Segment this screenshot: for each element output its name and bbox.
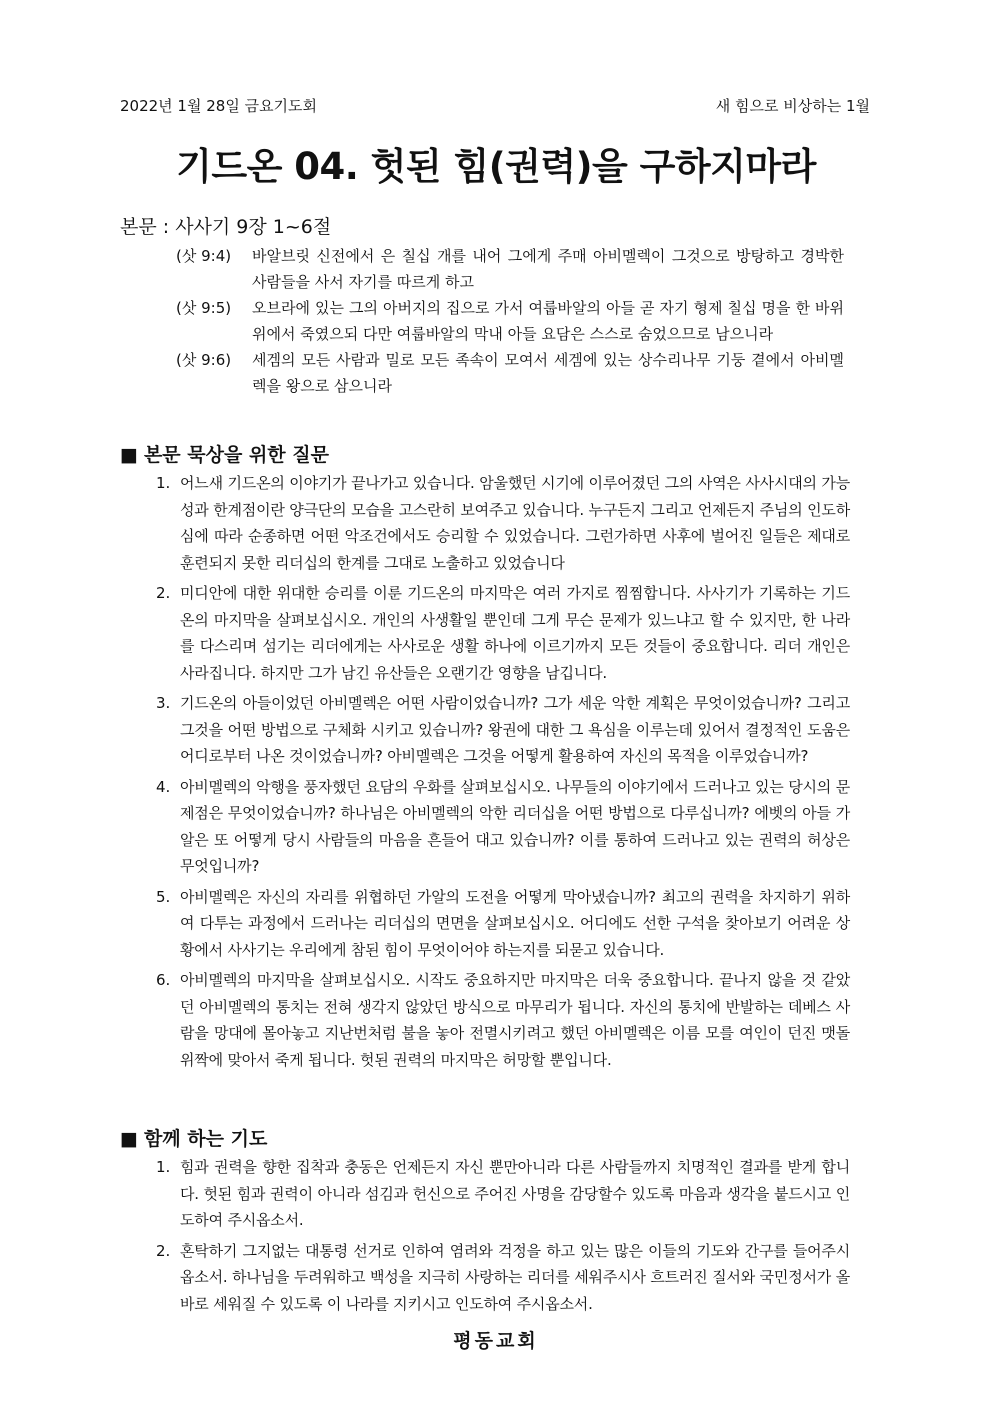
meditation-list <box>156 470 850 1077</box>
verse-ref: (삿 9:5) <box>176 299 232 317</box>
list-item <box>156 580 850 686</box>
list-item <box>156 967 850 1073</box>
list-item <box>156 1238 850 1318</box>
header-series: 새 힘으로 비상하는 1월 <box>715 97 870 115</box>
list-item-text: 아비멜렉의 악행을 풍자했던 요담의 우화를 살펴보십시오. 나무들의 이야기에서 드러나고 있는 당시의 문제점은 무엇이었습니까? 하나님은 아비멜렉의 악한 리더십을 어떤 방법으로 다루십니까? 에벳의 아들 가알은 또 어떻게 당시 사람들의 마음을 흔들어 대고 있습니까? 이를 통하여 드러나고 있는 권력의 허상은 무엇입니까? <box>180 777 850 875</box>
scripture-verses <box>176 243 844 399</box>
list-item <box>156 690 850 770</box>
list-item-number: 4. <box>156 777 171 796</box>
prayer-heading-text: 함께 하는 기도 <box>143 1128 268 1150</box>
list-item-number: 1. <box>156 474 171 492</box>
list-item-text: 아비멜렉의 마지막을 살펴보십시오. 시작도 중요하지만 마지막은 더욱 중요합니다. 끝나지 않을 것 같았던 아비멜렉의 통치는 전혀 생각지 않았던 방식으로 마무리가 됩니다. 자신의 통치에 반발하는 데베스 사람을 망대에 몰아놓고 지난번처럼 불을 놓아 전멸시키려고 했던 아비멜렉은 이름 모를 여인이 던진 맷돌 위짝에 맞아서 죽게 됩니다. 헛된 권력의 마지막은 허망할 뿐입니다. <box>180 971 850 1069</box>
list-item-text: 어느새 기드온의 이야기가 끝나가고 있습니다. 암울했던 시기에 이루어졌던 그의 사역은 사사시대의 가능성과 한계점이란 양극단의 모습을 고스란히 보여주고 있습니다. 누구든지 그리고 언제든지 주님의 인도하심에 따라 순종하면 어떤 악조건에서도 승리할 수 있었습니다. 그런가하면 사후에 벌어진 일들은 제대로 훈련되지 못한 리더십의 한계를 그대로 노출하고 있었습니다 <box>180 474 850 572</box>
list-item <box>156 774 850 880</box>
verse-text: 세겜의 모든 사람과 밀로 모든 족속이 모여서 세겜에 있는 상수리나무 기둥 곁에서 아비멜렉을 왕으로 삼으니라 <box>252 351 844 395</box>
prayer-heading <box>120 1124 267 1151</box>
list-item <box>156 884 850 964</box>
church-logo: 평동교회 <box>453 1330 539 1352</box>
list-item-number: 2. <box>156 584 171 602</box>
list-item <box>156 470 850 576</box>
list-item-number: 3. <box>156 694 171 712</box>
list-item-number: 6. <box>156 971 171 989</box>
header-date: 2022년 1월 28일 금요기도회 <box>120 97 318 115</box>
verse <box>176 243 844 295</box>
verse-text: 오브라에 있는 그의 아버지의 집으로 가서 여룹바알의 아들 곧 자기 형제 칠십 명을 한 바위 위에서 죽였으되 다만 여룹바알의 막내 아들 요담은 스스로 숨었으므로 남으니라 <box>252 299 844 343</box>
page-title: 기드온 04. 헛된 힘(권력)을 구하지마라 <box>176 145 816 188</box>
list-item-text: 기드온의 아들이었던 아비멜렉은 어떤 사람이었습니까? 그가 세운 악한 계획은 무엇이었습니까? 그리고 그것을 어떤 방법으로 구체화 시키고 있습니까? 왕권에 대한 그 욕심을 이루는데 있어서 결정적인 도움은 어디로부터 나온 것이었습니까? 아비멜렉은 그것을 어떻게 활용하여 자신의 목적을 이루었습니까? <box>180 694 850 765</box>
verse-ref: (삿 9:6) <box>176 351 232 369</box>
prayer-list <box>156 1154 850 1321</box>
verse <box>176 347 844 399</box>
meditation-heading <box>120 440 329 467</box>
verse-ref: (삿 9:4) <box>176 247 232 265</box>
scripture-reference: 본문 : 사사기 9장 1~6절 <box>120 216 332 238</box>
square-bullet-icon: ■ <box>120 444 138 466</box>
list-item-text: 혼탁하기 그지없는 대통령 선거로 인하여 염려와 걱정을 하고 있는 많은 이들의 기도와 간구를 들어주시옵소서. 하나님을 두려워하고 백성을 지극히 사랑하는 리더를 세워주시사 흐트러진 질서와 국민정서가 올바로 세워질 수 있도록 이 나라를 지키시고 인도하여 주시옵소서. <box>180 1241 850 1313</box>
list-item-number: 5. <box>156 887 171 906</box>
verse-text: 바알브릿 신전에서 은 칠십 개를 내어 그에게 주매 아비멜렉이 그것으로 방탕하고 경박한 사람들을 사서 자기를 따르게 하고 <box>252 247 844 291</box>
list-item <box>156 1154 850 1234</box>
verse <box>176 295 844 347</box>
list-item-text: 미디안에 대한 위대한 승리를 이룬 기드온의 마지막은 여러 가지로 찜찜합니다. 사사기가 기록하는 기드온의 마지막을 살펴보십시오. 개인의 사생활일 뿐인데 그게 무슨 문제가 있느냐고 할 수 있지만, 한 나라를 다스리며 섬기는 리더에게는 사사로운 생활 하나에 이르기까지 모든 것들이 중요합니다. 리더 개인은 사라집니다. 하지만 그가 남긴 유산들은 오랜기간 영향을 남깁니다. <box>180 584 850 682</box>
list-item-number: 1. <box>156 1158 171 1176</box>
list-item-text: 아비멜렉은 자신의 자리를 위협하던 가알의 도전을 어떻게 막아냈습니까? 최고의 권력을 차지하기 위하여 다투는 과정에서 드러나는 리더십의 면면을 살펴보십시오. 어디에도 선한 구석을 찾아보기 어려운 상황에서 사사기는 우리에게 참된 힘이 무엇이어야 하는지를 되묻고 있습니다. <box>180 887 850 959</box>
meditation-heading-text: 본문 묵상을 위한 질문 <box>143 444 329 466</box>
list-item-text: 힘과 권력을 향한 집착과 충동은 언제든지 자신 뿐만아니라 다른 사람들까지 치명적인 결과를 받게 합니다. 헛된 힘과 권력이 아니라 섬김과 헌신으로 주어진 사명을 감당할수 있도록 마음과 생각을 붙드시고 인도하여 주시옵소서. <box>180 1158 850 1229</box>
square-bullet-icon: ■ <box>120 1128 138 1150</box>
list-item-number: 2. <box>156 1241 171 1260</box>
